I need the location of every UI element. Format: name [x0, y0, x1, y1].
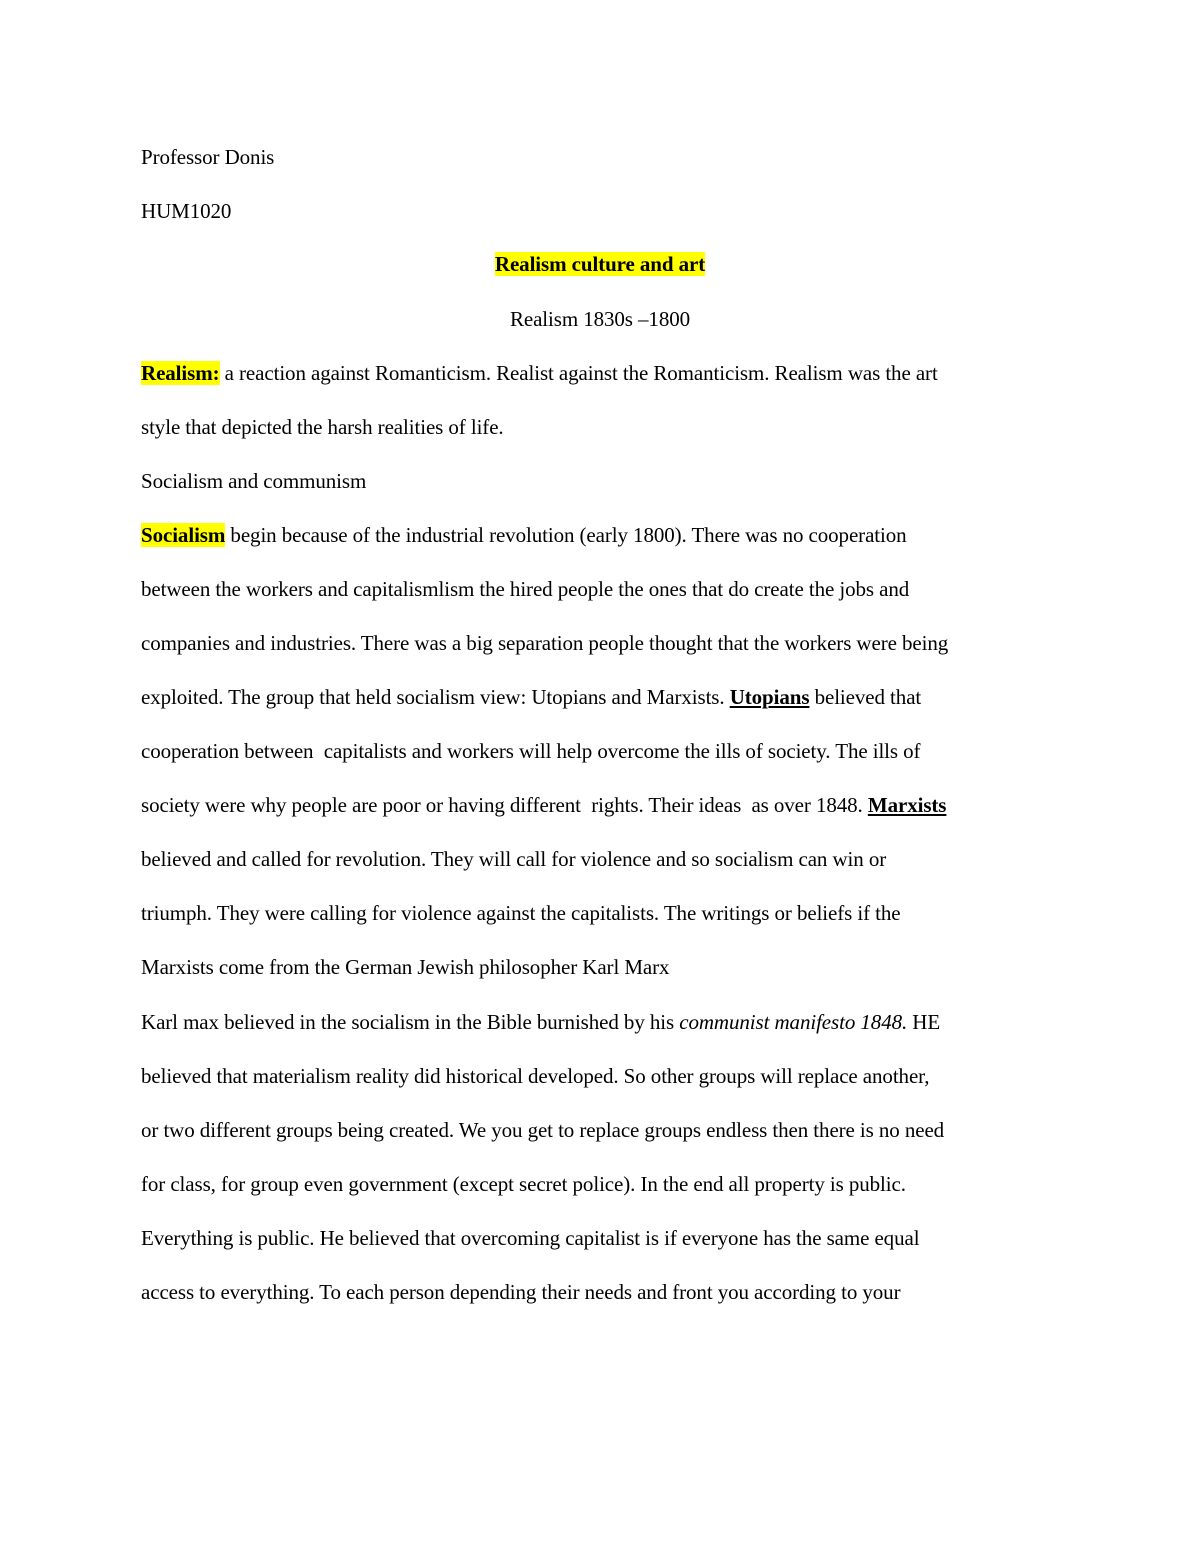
socialism-line-4-pre: exploited. The group that held socialism view: Utopians and Marxists.: [141, 685, 730, 709]
document-title: Realism culture and art: [494, 252, 706, 276]
socialism-line-7: believed and called for revolution. They will call for violence and so socialism can win or: [141, 847, 887, 871]
realism-term: Realism:: [141, 361, 220, 385]
marxists-term: Marxists: [867, 793, 947, 817]
manifesto-title: communist manifesto 1848.: [679, 1010, 908, 1034]
marx-line-6: access to everything. To each person depending their needs and front you according to your: [141, 1280, 901, 1304]
marx-line-4: for class, for group even government (except secret police). In the end all property is public.: [141, 1172, 906, 1196]
course-code: HUM1020: [141, 199, 232, 223]
socialism-line-1: [141, 521, 907, 549]
socialism-line-6: [141, 791, 946, 819]
socialism-line-9: Marxists come from the German Jewish philosopher Karl Marx: [141, 955, 670, 979]
socialism-line-3: companies and industries. There was a big separation people thought that the workers were being: [141, 631, 949, 655]
title-line: [0, 250, 1200, 278]
realism-line-1: [141, 359, 938, 387]
socialism-line-6-pre: society were why people are poor or having different rights. Their ideas as over 1848.: [141, 793, 868, 817]
socialism-line-4: [141, 683, 921, 711]
socialism-line-5: cooperation between capitalists and workers will help overcome the ills of society. The ills of: [141, 739, 921, 763]
socialism-text: begin because of the industrial revolution (early 1800). There was no cooperation: [225, 523, 907, 547]
section-heading: Socialism and communism: [141, 469, 367, 493]
marx-line-1: [141, 1008, 940, 1036]
marx-line-3: or two different groups being created. We you get to replace groups endless then there is no need: [141, 1118, 945, 1142]
utopians-term: Utopians: [729, 685, 810, 709]
professor-line: Professor Donis: [141, 145, 275, 169]
socialism-line-4-post: believed that: [809, 685, 922, 709]
socialism-term: Socialism: [141, 523, 226, 547]
marx-line-2: believed that materialism reality did historical developed. So other groups will replace another,: [141, 1064, 930, 1088]
socialism-line-2: between the workers and capitalismlism the hired people the ones that do create the jobs and: [141, 577, 910, 601]
socialism-line-8: triumph. They were calling for violence against the capitalists. The writings or beliefs if the: [141, 901, 901, 925]
marx-line-1-pre: Karl max believed in the socialism in the Bible burnished by his: [141, 1010, 680, 1034]
marx-line-5: Everything is public. He believed that overcoming capitalist is if everyone has the same equal: [141, 1226, 920, 1250]
marx-line-1-post: HE: [907, 1010, 941, 1034]
realism-line-2: style that depicted the harsh realities of life.: [141, 415, 504, 439]
subtitle: Realism 1830s –1800: [509, 307, 691, 331]
realism-text: a reaction against Romanticism. Realist against the Romanticism. Realism was the art: [219, 361, 938, 385]
